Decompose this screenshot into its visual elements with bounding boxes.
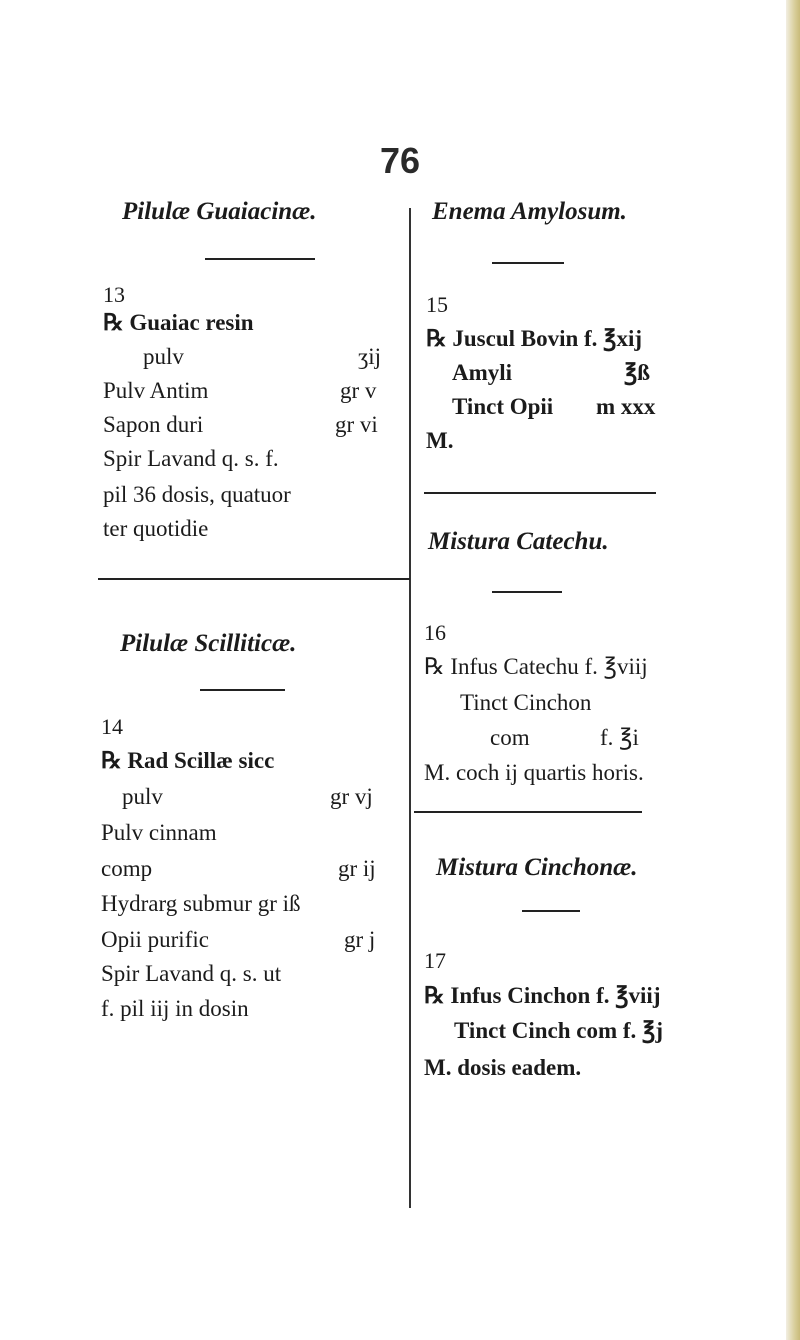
recipe-dose: gr vi xyxy=(335,412,378,437)
recipe-number: 14 xyxy=(101,714,123,739)
recipe-line: comp xyxy=(101,856,153,881)
section-title-mistura-cinchonae: Mistura Cinchonæ. xyxy=(436,854,638,881)
recipe-dose: m xxx xyxy=(596,394,656,419)
section-title-pilulae-scilliticae: Pilulæ Scilliticæ. xyxy=(120,630,297,657)
recipe-line: Sapon duri xyxy=(103,412,204,437)
recipe-number: 17 xyxy=(424,948,446,973)
recipe-line: Opii purific xyxy=(101,927,209,952)
recipe-dose: gr v xyxy=(340,378,377,403)
recipe-line: Spir Lavand q. s. ut xyxy=(101,961,282,986)
section-divider xyxy=(414,811,642,813)
recipe-dose: gr j xyxy=(344,927,376,952)
recipe-number: 15 xyxy=(426,292,448,317)
recipe-line: Pulv Antim xyxy=(103,378,209,403)
recipe-line: Hydrarg submur gr iß xyxy=(101,891,301,916)
recipe-line: pulv xyxy=(122,784,163,809)
recipe-line: ℞ Infus Catechu f. ℥viij xyxy=(424,654,648,679)
recipe-dose: gr vj xyxy=(330,784,373,809)
recipe-line: pil 36 dosis, quatuor xyxy=(103,482,291,507)
recipe-line: Amyli xyxy=(452,360,513,385)
column-divider xyxy=(409,208,411,1208)
recipe-dose: gr ij xyxy=(338,856,376,881)
recipe-line: f. pil iij in dosin xyxy=(101,996,249,1021)
recipe-line: Pulv cinnam xyxy=(101,820,217,845)
recipe-line: M. xyxy=(426,428,454,453)
section-title-mistura-catechu: Mistura Catechu. xyxy=(428,528,609,555)
recipe-number: 16 xyxy=(424,620,446,645)
recipe-dose: f. ℥i xyxy=(600,725,639,750)
recipe-line: pulv xyxy=(143,344,184,369)
recipe-line: ℞ Juscul Bovin f. ℥xij xyxy=(426,326,643,351)
title-rule xyxy=(200,689,285,691)
section-divider xyxy=(98,578,410,580)
title-rule xyxy=(205,258,315,260)
recipe-dose: ℥ß xyxy=(624,360,651,385)
recipe-line: com xyxy=(490,725,530,750)
recipe-line: ter quotidie xyxy=(103,516,209,541)
page-number: 76 xyxy=(379,140,421,181)
recipe-line: ℞ Guaiac resin xyxy=(103,310,254,335)
section-title-enema-amylosum: Enema Amylosum. xyxy=(432,198,627,225)
recipe-line: ℞ Infus Cinchon f. ℥viij xyxy=(424,983,661,1008)
page-edge xyxy=(786,0,800,1340)
section-title-pilulae-guaiacinae: Pilulæ Guaiacinæ. xyxy=(122,198,317,225)
recipe-dose: ʒij xyxy=(358,344,381,369)
recipe-line: M. dosis eadem. xyxy=(424,1055,582,1080)
recipe-line: M. coch ij quartis horis. xyxy=(424,760,644,785)
recipe-line: Tinct Cinchon xyxy=(460,690,592,715)
title-rule xyxy=(492,262,564,264)
recipe-line: Tinct Cinch com f. ℥j xyxy=(454,1018,663,1043)
recipe-number: 13 xyxy=(103,282,125,307)
title-rule xyxy=(522,910,580,912)
title-rule xyxy=(492,591,562,593)
section-divider xyxy=(424,492,656,494)
recipe-line: Spir Lavand q. s. f. xyxy=(103,446,279,471)
recipe-line: Tinct Opii xyxy=(452,394,554,419)
recipe-line: ℞ Rad Scillæ sicc xyxy=(101,748,275,773)
